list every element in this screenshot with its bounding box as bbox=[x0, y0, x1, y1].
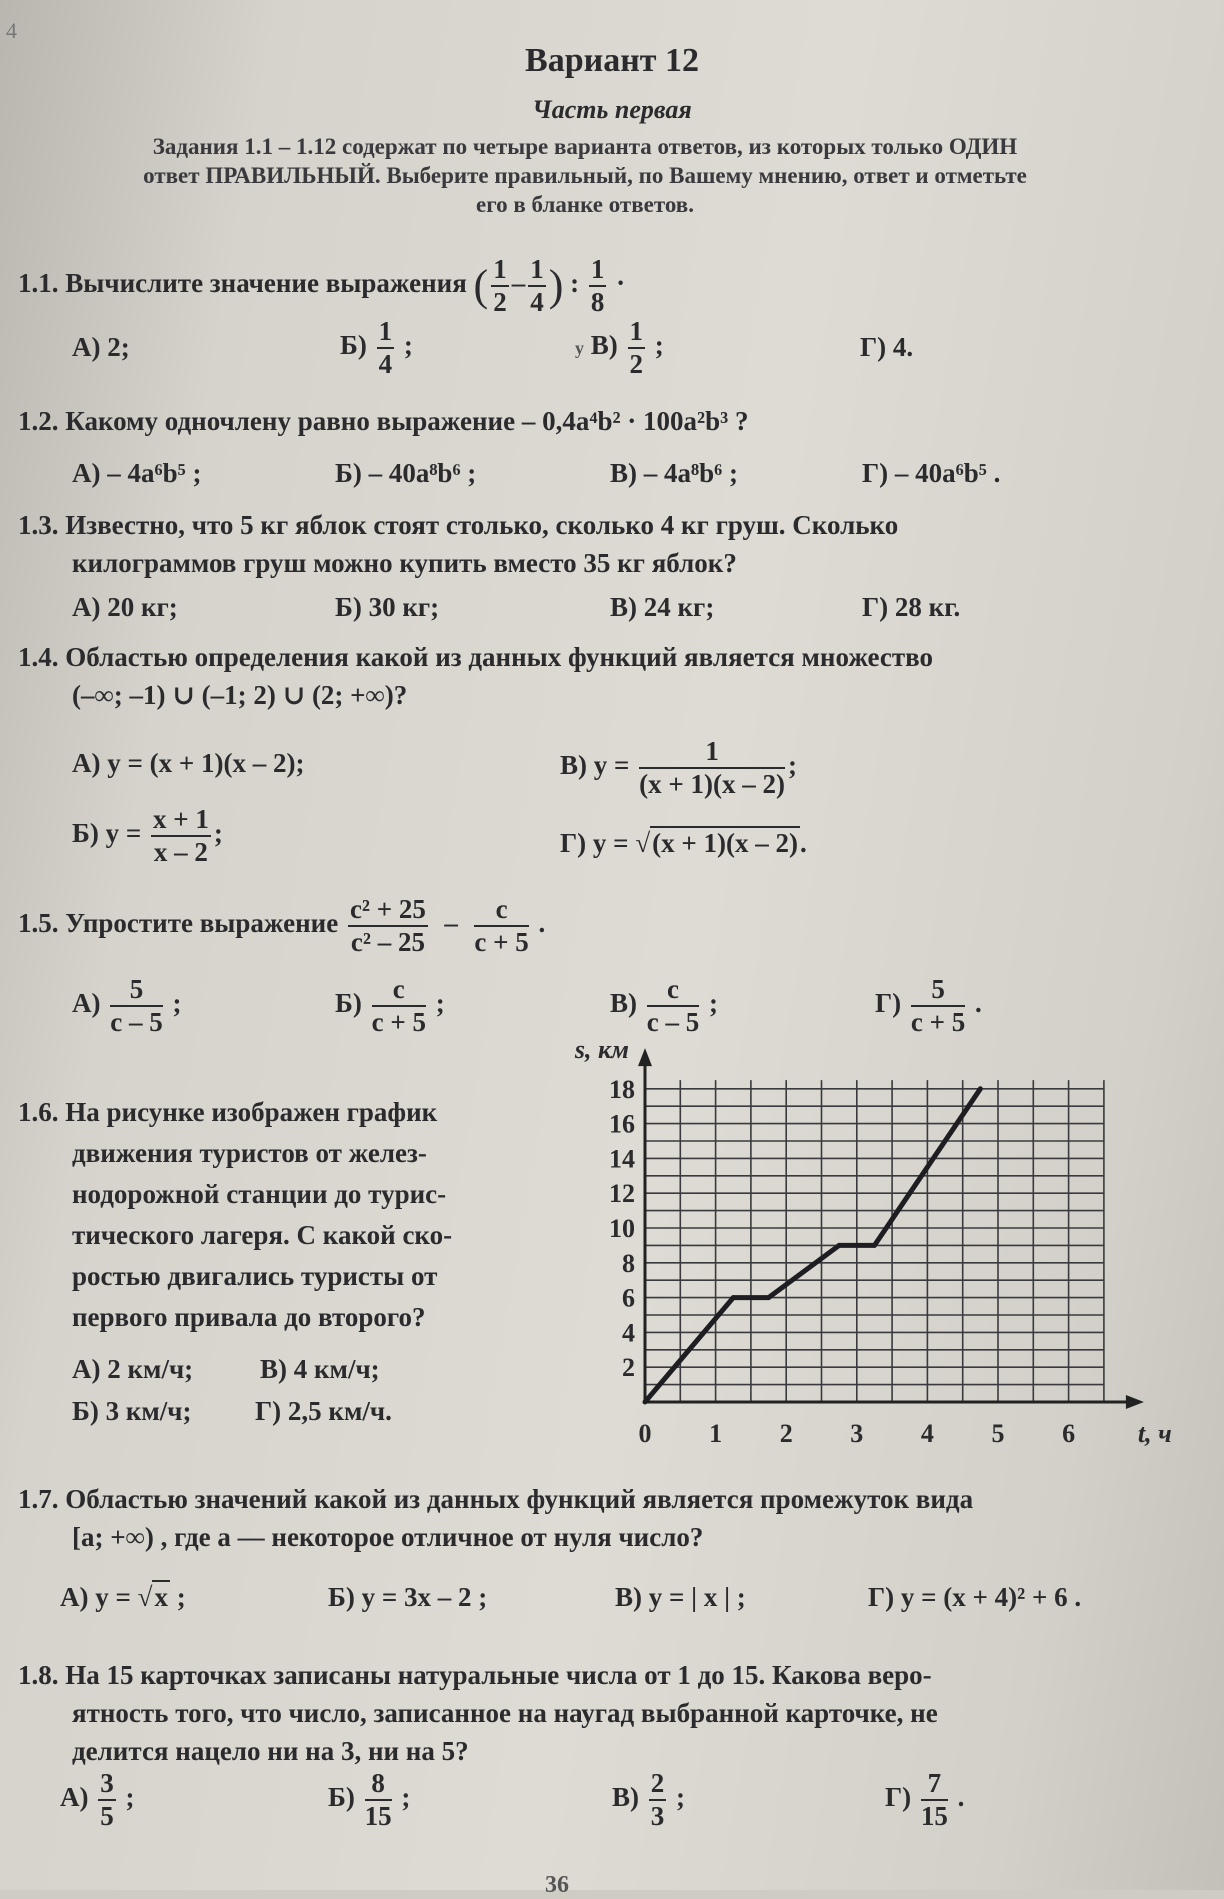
q5-option-a: А) $\frac{5}{c - 5}$ ; bbox=[72, 974, 182, 1037]
question-1-2: 1.2. Какому одночлену равно выражение – 0,4a⁴b² · 100a²b³ ? bbox=[18, 406, 749, 436]
q2-option-a: А) – 4a⁶b⁵ ; bbox=[72, 458, 202, 488]
q7-option-d: Г) y = (x + 4)² + 6 . bbox=[868, 1582, 1082, 1612]
q4-option-b: Б) y = $\frac{x + 1}{x - 2}$ ; bbox=[72, 804, 223, 867]
q5-option-d: Г) $\frac{5}{c + 5}$ . bbox=[875, 974, 982, 1037]
q1-option-c: у В) $\frac{1}{2}$ ; bbox=[575, 316, 664, 379]
y-tick-label: 16 bbox=[609, 1109, 635, 1139]
x-axis-label: t, ч bbox=[1137, 1419, 1172, 1448]
q7-option-c: В) y = | x | ; bbox=[615, 1582, 746, 1612]
y-tick-label: 12 bbox=[609, 1179, 635, 1209]
y-tick-label: 2 bbox=[622, 1353, 635, 1383]
x-tick-label: 2 bbox=[779, 1419, 793, 1448]
q8-option-c: В) $\frac{2}{3}$ ; bbox=[612, 1768, 685, 1831]
instructions: Задания 1.1 – 1.12 содержат по четыре варианта ответов, из которых только ОДИН ответ ПРАВИЛЬНЫЙ. Выберите правильный, по Вашему мнению, ответ и отметьте его в бланке ответов. bbox=[143, 134, 1027, 217]
q7-option-b: Б) y = 3x – 2 ; bbox=[328, 1582, 488, 1612]
q1-option-b: Б) $\frac{1}{4}$ ; bbox=[340, 316, 413, 379]
q2-option-c: В) – 4a⁸b⁶ ; bbox=[610, 458, 738, 488]
x-tick-label: 0 bbox=[638, 1419, 652, 1448]
q8-option-d: Г) $\frac{7}{15}$ . bbox=[885, 1768, 965, 1831]
y-axis-label: s, км bbox=[574, 1035, 629, 1065]
question-1-5: 1.5. Упростите выражение $\frac{\text{c² + 25}}{\text{c² – 25}}$ – $\frac{c}{c + 5}$ . bbox=[18, 894, 546, 957]
motion-point bbox=[978, 1086, 983, 1091]
motion-point bbox=[872, 1243, 877, 1248]
question-1-8: 1.8. На 15 карточках записаны натуральные числа от 1 до 15. Какова веро- ятность того, что число, записанное на наугад выбранной карточке, не делится нацело ни на 3, ни на 5? bbox=[18, 1660, 938, 1766]
y-axis-arrow bbox=[638, 1048, 652, 1066]
x-tick-label: 5 bbox=[991, 1419, 1005, 1448]
fraction: $\frac{1}{8}$ bbox=[590, 254, 605, 317]
x-tick-label: 1 bbox=[709, 1419, 723, 1448]
q8-option-a: А) $\frac{3}{5}$ ; bbox=[60, 1768, 135, 1831]
motion-point bbox=[643, 1400, 648, 1405]
q5-option-b: Б) $\frac{c}{c + 5}$ ; bbox=[335, 974, 445, 1037]
q6-option-d: Г) 2,5 км/ч. bbox=[255, 1396, 392, 1426]
page-title: Вариант 12 bbox=[525, 42, 699, 79]
y-tick-label: 8 bbox=[622, 1248, 635, 1278]
question-1-6: 1.6. На рисунке изображен график движения туристов от желез- нодорожной станции до турис- тического лагеря. С какой ско- ростью двигались туристы от первого привала до второго? bbox=[18, 1097, 453, 1332]
x-tick-label: 4 bbox=[920, 1419, 934, 1448]
q1-option-a: А) 2; bbox=[72, 332, 130, 362]
y-tick-label: 10 bbox=[609, 1214, 635, 1243]
motion-point bbox=[731, 1295, 736, 1300]
q2-option-d: Г) – 40a⁶b⁵ . bbox=[862, 458, 1001, 488]
q6-option-b: Б) 3 км/ч; bbox=[72, 1396, 192, 1426]
q3-option-a: А) 20 кг; bbox=[72, 592, 178, 622]
question-1-4: 1.4. Областью определения какой из данных функций является множество (–∞; –1) ∪ (–1; 2) ∪ (2; +∞)? bbox=[18, 642, 933, 710]
fraction: $\frac{1}{2}$ bbox=[493, 254, 507, 317]
q8-option-b: Б) $\frac{8}{15}$ ; bbox=[328, 1768, 411, 1831]
q3-option-c: В) 24 кг; bbox=[610, 592, 715, 622]
q6-option-a: А) 2 км/ч; bbox=[72, 1354, 194, 1384]
motion-point bbox=[766, 1295, 771, 1300]
q5-option-c: В) $\frac{c}{c - 5}$ ; bbox=[610, 974, 718, 1037]
motion-graph bbox=[560, 1035, 1190, 1462]
x-axis-arrow bbox=[1126, 1395, 1144, 1409]
page-subtitle: Часть первая bbox=[532, 95, 692, 124]
q3-option-d: Г) 28 кг. bbox=[862, 592, 961, 622]
q4-option-a: А) y = (x + 1)(x – 2); bbox=[72, 748, 305, 778]
question-1-7: 1.7. Областью значений какой из данных функций является промежуток вида [a; +∞) , где a — некоторое отличное от нуля число? bbox=[18, 1484, 974, 1552]
q7-option-a: А) y = √x ; bbox=[60, 1582, 186, 1612]
q1-option-d: Г) 4. bbox=[860, 332, 914, 362]
motion-point bbox=[837, 1243, 842, 1248]
q3-option-b: Б) 30 кг; bbox=[335, 592, 440, 622]
q4-option-d: Г) y = √(x + 1)(x – 2). bbox=[560, 828, 807, 858]
x-tick-label: 3 bbox=[850, 1419, 864, 1448]
y-tick-label: 14 bbox=[609, 1144, 635, 1174]
x-tick-label: 6 bbox=[1062, 1419, 1076, 1448]
page-corner-mark: 4 bbox=[6, 18, 17, 43]
chart-ticks bbox=[574, 1035, 1172, 1448]
q6-option-c: В) 4 км/ч; bbox=[260, 1354, 380, 1384]
q4-option-c: В) y = $\frac{1}{(x + 1)(x - 2)}$ ; bbox=[560, 736, 797, 799]
question-1-3: 1.3. Известно, что 5 кг яблок стоят столько, сколько 4 кг груш. Сколько килограммов груш можно купить вместо 35 кг яблок? bbox=[18, 510, 899, 578]
q2-option-b: Б) – 40a⁸b⁶ ; bbox=[335, 458, 477, 488]
page-number: 36 bbox=[545, 1872, 569, 1898]
y-tick-label: 4 bbox=[622, 1318, 635, 1348]
question-1-1: 1.1. Вычислите значение выражения ( $\frac{1}{2}$ – $\frac{1}{4}$ ) : $\frac{1}{8}$ · bbox=[18, 254, 626, 317]
fraction: $\frac{1}{4}$ bbox=[530, 254, 544, 317]
y-tick-label: 6 bbox=[622, 1283, 635, 1313]
y-tick-label: 18 bbox=[609, 1074, 635, 1104]
